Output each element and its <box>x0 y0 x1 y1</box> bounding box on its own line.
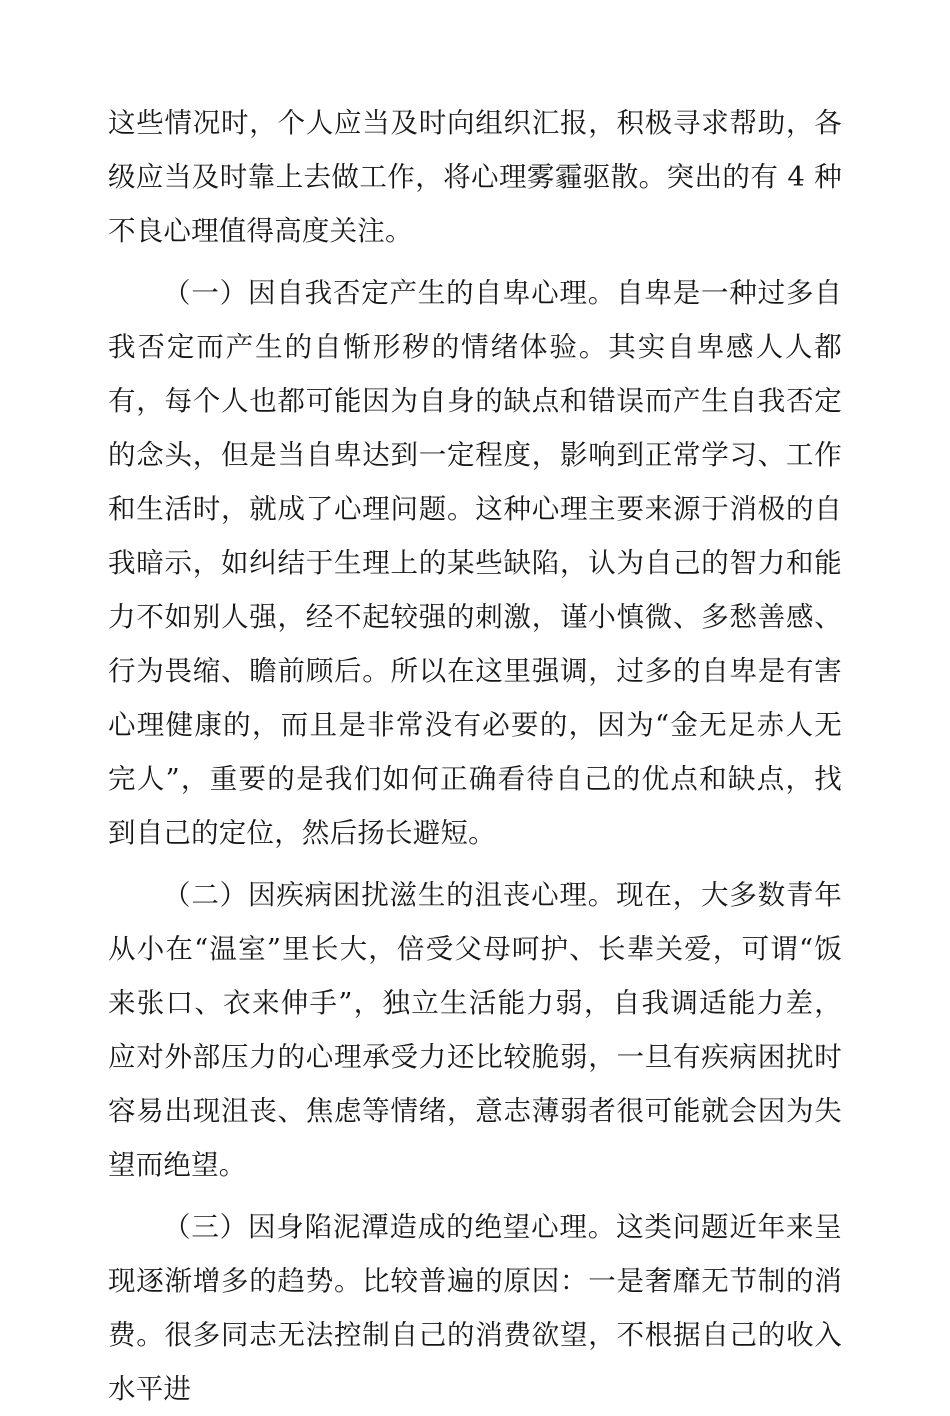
paragraph-3: （二）因疾病困扰滋生的沮丧心理。现在，大多数青年从小在“温室”里长大，倍受父母呵护、长辈关爱，可谓“饭来张口、衣来伸手”，独立生活能力弱，自我调适能力差，应对外部压力的心理承受力还比较脆弱，一旦有疾病困扰时容易出现沮丧、焦虑等情绪，意志薄弱者很可能就会因为失望而绝望。 <box>108 879 842 1181</box>
paragraph-4: （三）因身陷泥潭造成的绝望心理。这类问题近年来呈现逐渐增多的趋势。比较普遍的原因：一是奢靡无节制的消费。很多同志无法控制自己的消费欲望，不根据自己的收入水平进 <box>108 1211 842 1405</box>
paragraph-1: 这些情况时，个人应当及时向组织汇报，积极寻求帮助，各级应当及时靠上去做工作，将心理雾霾驱散。突出的有 4 种不良心理值得高度关注。 <box>108 107 842 247</box>
document-body <box>108 96 842 1416</box>
paragraph-2: （一）因自我否定产生的自卑心理。自卑是一种过多自我否定而产生的自惭形秽的情绪体验。其实自卑感人人都有，每个人也都可能因为自身的缺点和错误而产生自我否定的念头，但是当自卑达到一定程度，影响到正常学习、工作和生活时，就成了心理问题。这种心理主要来源于消极的自我暗示，如纠结于生理上的某些缺陷，认为自己的智力和能力不如别人强，经不起较强的刺激，谨小慎微、多愁善感、行为畏缩、瞻前顾后。所以在这里强调，过多的自卑是有害心理健康的，而且是非常没有必要的，因为“金无足赤人无完人”，重要的是我们如何正确看待自己的优点和缺点，找到自己的定位，然后扬长避短。 <box>108 277 842 849</box>
